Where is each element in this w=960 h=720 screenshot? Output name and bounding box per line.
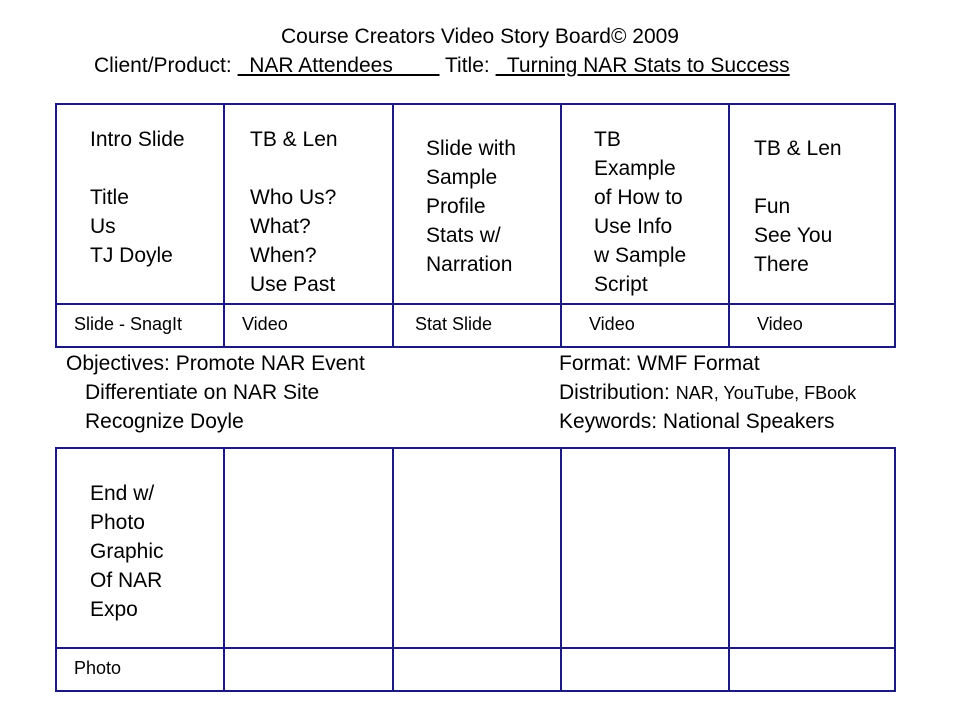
- format-line: Format: WMF Format: [559, 352, 760, 375]
- objectives-line-3: Recognize Doyle: [85, 410, 244, 433]
- frame-2-description: TB & Len Who Us? What? When? Use Past: [250, 128, 338, 296]
- client-label: Client/Product:: [94, 54, 232, 77]
- keywords-line: Keywords: National Speakers: [559, 410, 835, 433]
- frame-6-label: Photo: [74, 658, 122, 678]
- title-label: Title:: [444, 54, 490, 77]
- frame-1-label: Slide - SnagIt: [74, 314, 183, 334]
- client-title-line: [94, 53, 790, 79]
- column-divider: [728, 449, 730, 690]
- column-divider: [223, 105, 225, 346]
- frame-6-description: End w/ Photo Graphic Of NAR Expo: [90, 482, 164, 621]
- storyboard-row-2: [55, 447, 896, 692]
- frame-4-description: TB Example of How to Use Info w Sample Script: [594, 128, 687, 296]
- column-divider: [392, 105, 394, 346]
- column-divider: [560, 449, 562, 690]
- label-divider: [57, 647, 894, 649]
- distribution-value: NAR, YouTube, FBook: [675, 383, 857, 403]
- column-divider: [560, 105, 562, 346]
- label-divider: [57, 303, 894, 305]
- title-value: Turning NAR Stats to Success: [495, 54, 790, 77]
- objectives-line-1: Objectives: Promote NAR Event: [66, 352, 365, 375]
- frame-5-description: TB & Len Fun See You There: [754, 137, 842, 276]
- client-value: NAR Attendees: [237, 54, 440, 77]
- frame-3-description: Slide with Sample Profile Stats w/ Narration: [426, 137, 516, 276]
- frame-3-label: Stat Slide: [415, 314, 493, 334]
- frame-4-label: Video: [589, 314, 635, 334]
- column-divider: [223, 449, 225, 690]
- frame-2-label: Video: [242, 314, 288, 334]
- objectives-line-2: Differentiate on NAR Site: [85, 381, 320, 404]
- frame-5-label: Video: [757, 314, 803, 334]
- column-divider: [728, 105, 730, 346]
- storyboard-row-1: [55, 103, 896, 348]
- storyboard-title: Course Creators Video Story Board© 2009: [281, 25, 679, 48]
- column-divider: [392, 449, 394, 690]
- distribution-label: Distribution:: [559, 381, 670, 404]
- distribution-line: [559, 378, 856, 408]
- frame-1-description: Intro Slide Title Us TJ Doyle: [90, 128, 185, 267]
